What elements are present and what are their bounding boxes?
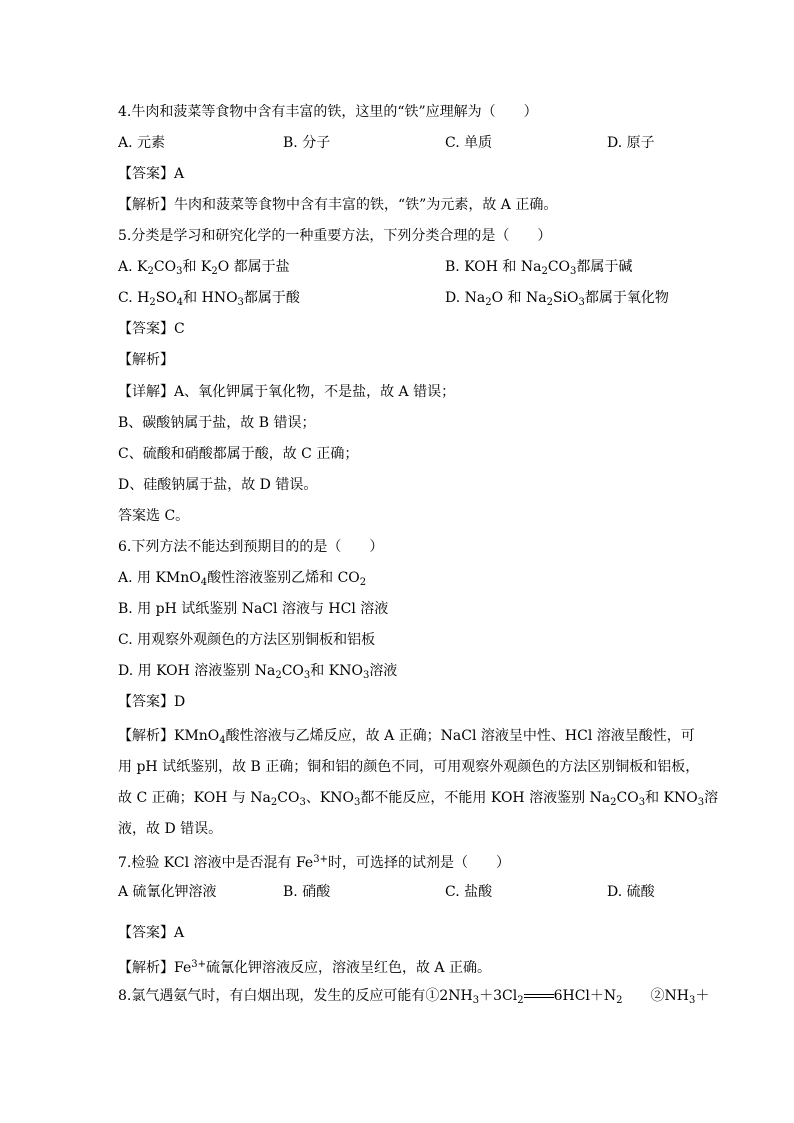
q6-analysis-line: 用 pH 试纸鉴别，故 B 正确；铜和铝的颜色不同，可用观察外观颜色的方法区别铜板和铝板， — [118, 759, 700, 775]
q6-stem: 6.下列方法不能达到预期目的的是（ ） — [118, 539, 384, 555]
q6-option-d: D. 用 KOH 溶液鉴别 $Na_2CO_3$和 $KNO_3$溶液 — [118, 663, 398, 681]
q6-option-a: A. 用 KMnO$_4$酸性溶液鉴别乙烯和 $CO_2$ — [118, 570, 367, 588]
q7-option-d: D. 硫酸 — [607, 884, 655, 900]
q5-detail-line: 【详解】A、氧化钾属于氧化物，不是盐，故 A 错误； — [118, 384, 456, 400]
q6-answer: 【答案】D — [118, 694, 186, 710]
q5-option-d: D. $Na_2O$ 和 $Na_2SiO_3$都属于氧化物 — [445, 290, 669, 308]
q7-option-b: B. 硝酸 — [283, 884, 331, 900]
q5-detail-line: C、硫酸和硝酸都属于酸，故 C 正确； — [118, 446, 359, 462]
q7-stem: 7.检验 KCl 溶液中是否混有 $Fe^{3+}$时，可选择的试剂是（ ） — [118, 854, 510, 871]
q4-option-a: A. 元素 — [118, 135, 166, 151]
q6-analysis-line: 液，故 D 错误。 — [118, 821, 223, 837]
q8-stem: 8.氯气遇氨气时，有白烟出现，发生的反应可能有$①2NH_3+3Cl_2$ $6HCl+N_2$ $②NH_3+$ — [118, 988, 710, 1006]
q5-option-a: A. $K_2CO_3$和 $K_2O$ 都属于盐 — [118, 259, 290, 277]
q7-analysis: 【解析】$Fe^{3+}$硫氰化钾溶液反应，溶液呈红色，故 A 正确。 — [118, 959, 491, 976]
q6-option-b: B. 用 pH 试纸鉴别 NaCl 溶液与 HCl 溶液 — [118, 601, 389, 617]
q6-option-c: C. 用观察外观颜色的方法区别铜板和铝板 — [118, 632, 376, 648]
equals-double-line — [524, 991, 554, 1001]
q4-answer: 【答案】A — [118, 166, 185, 182]
q4-option-d: D. 原子 — [607, 135, 655, 151]
q6-analysis-line: 故 C 正确；KOH 与 $Na_2CO_3$、$KNO_3$都不能反应，不能用 KOH 溶液鉴别 $Na_2CO_3$和 $KNO_3$溶 — [118, 790, 719, 808]
q7-option-c: C. 盐酸 — [445, 884, 493, 900]
q7-option-a: A 硫氰化钾溶液 — [118, 884, 217, 900]
q4-option-c: C. 单质 — [445, 135, 493, 151]
q5-analysis: 【解析】 — [118, 352, 174, 368]
q5-answer: 【答案】C — [118, 321, 185, 337]
q4-analysis: 【解析】牛肉和菠菜等食物中含有丰富的铁，“铁”为元素，故 A 正确。 — [118, 197, 558, 213]
q4-option-b: B. 分子 — [283, 135, 331, 151]
q5-stem: 5.分类是学习和研究化学的一种重要方法，下列分类合理的是（ ） — [118, 228, 552, 244]
q4-stem: 4.牛肉和菠菜等食物中含有丰富的铁，这里的“铁”应理解为（ ） — [118, 104, 538, 120]
q5-detail-line: D、硅酸钠属于盐，故 D 错误。 — [118, 477, 318, 493]
q5-detail-line: B、碳酸钠属于盐，故 B 错误； — [118, 415, 316, 431]
q5-option-c: C. $H_2SO_4$和 $HNO_3$都属于酸 — [118, 290, 300, 308]
q6-analysis-line: 【解析】KMnO$_4$酸性溶液与乙烯反应，故 A 正确；NaCl 溶液呈中性、HCl 溶液呈酸性，可 — [118, 728, 695, 746]
q7-answer: 【答案】A — [118, 925, 185, 941]
q5-option-b: B. KOH 和 $Na_2CO_3$都属于碱 — [445, 259, 633, 277]
q5-detail-line: 答案选 C。 — [118, 508, 190, 524]
